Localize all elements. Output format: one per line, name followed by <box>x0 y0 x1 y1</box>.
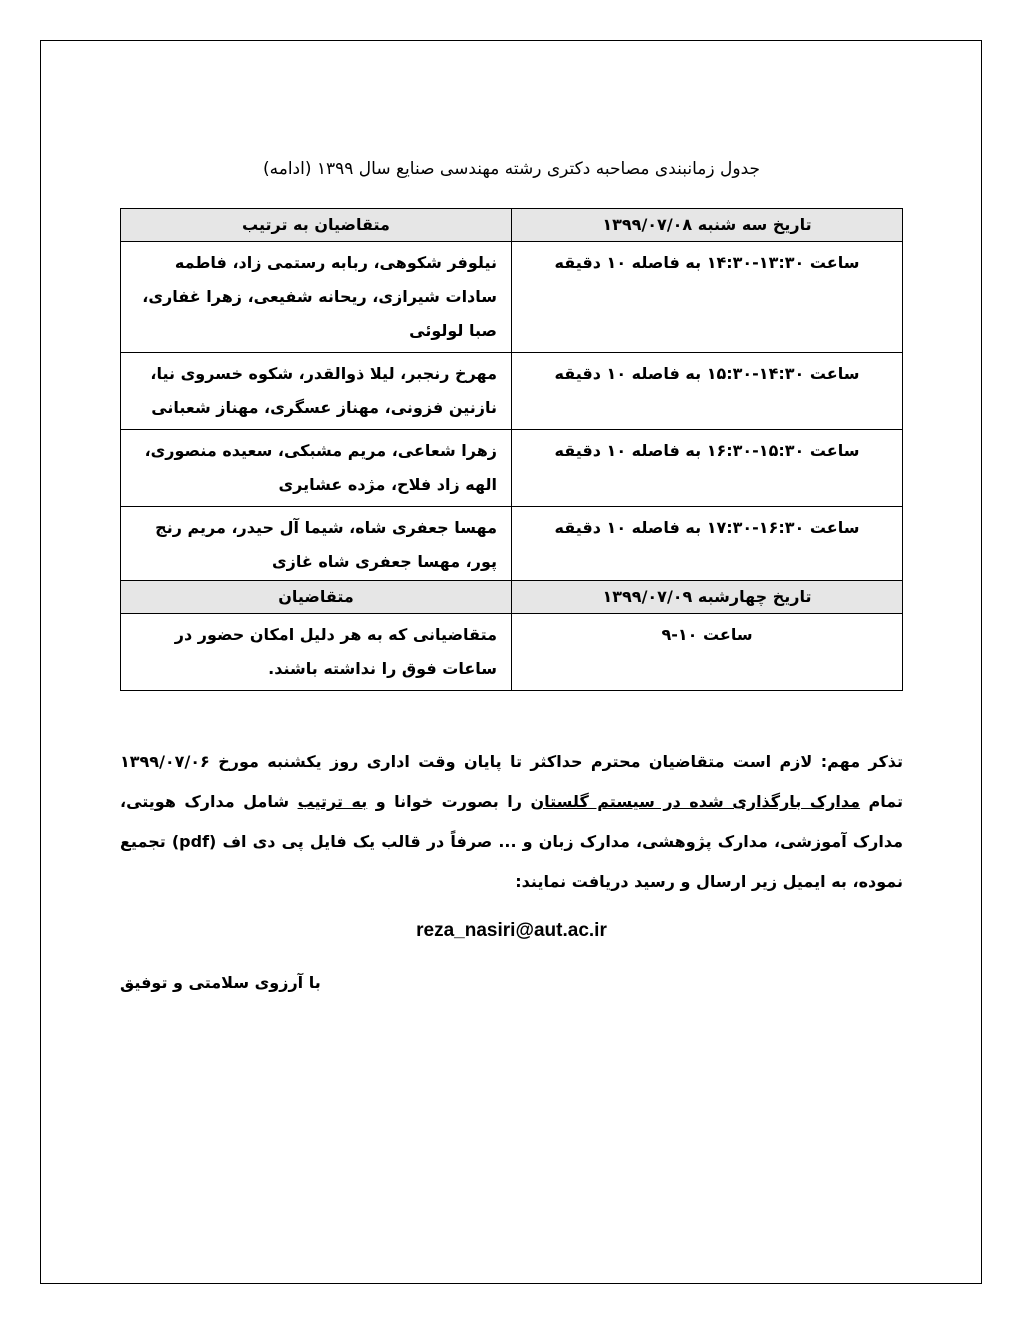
schedule-table-wednesday <box>120 580 903 691</box>
notice-text-3: شامل مدارک هویتی، مدارک آموزشی، مدارک پژوهشی، مدارک زبان و ... صرفاً در قالب یک فایل پی دی اف (pdf) تجمیع نموده، به ایمیل زیر ارسال و رسید دریافت نمایند: <box>120 792 904 891</box>
candidate-names: نیلوفر شکوهی، ربابه رستمی زاد، فاطمه سادات شیرازی، ریحانه شفیعی، زهرا غفاری، صبا لولوئی <box>121 242 512 353</box>
header-candidates: متقاضیان به ترتیب <box>121 209 512 242</box>
time-slot: ساعت ۱۴:۳۰-۱۵:۳۰ به فاصله ۱۰ دقیقه <box>512 353 903 430</box>
candidate-names: متقاضیانی که به هر دلیل امکان حضور در ساعات فوق را نداشته باشند. <box>121 614 512 691</box>
candidate-names: مهسا جعفری شاه، شیما آل حیدر، مریم رنج پور، مهسا جعفری شاه غازی <box>121 507 512 584</box>
table-header-row <box>121 209 903 242</box>
candidate-names: مهرخ رنجبر، لیلا ذوالقدر، شکوه خسروی نیا، نازنین فزونی، مهناز عسگری، مهناز شعبانی <box>121 353 512 430</box>
time-slot: ساعت ۱۳:۳۰-۱۴:۳۰ به فاصله ۱۰ دقیقه <box>512 242 903 353</box>
time-slot: ساعت ۱۵:۳۰-۱۶:۳۰ به فاصله ۱۰ دقیقه <box>512 430 903 507</box>
important-notice <box>120 742 903 902</box>
header-date: تاریخ چهارشبه ۱۳۹۹/۰۷/۰۹ <box>512 581 903 614</box>
table-row <box>121 242 903 353</box>
schedule-table-tuesday <box>120 208 903 584</box>
table-row <box>121 353 903 430</box>
header-candidates: متقاضیان <box>121 581 512 614</box>
table-header-row <box>121 581 903 614</box>
closing-remark: با آرزوی سلامتی و توفیق <box>120 973 321 992</box>
table-row <box>121 430 903 507</box>
notice-text-1: تذکر مهم: لازم است متقاضیان محترم حداکثر تا پایان وقت اداری روز یکشنبه مورخ ۱۳۹۹/۰۷/۰۶ تمام <box>120 752 904 811</box>
table-row <box>121 614 903 691</box>
notice-text-2: را بصورت خوانا و <box>367 792 531 811</box>
time-slot: ساعت ۱۶:۳۰-۱۷:۳۰ به فاصله ۱۰ دقیقه <box>512 507 903 584</box>
notice-underlined-1: مدارک بارگذاری شده در سیستم گلستان <box>530 792 861 811</box>
document-title: جدول زمانبندی مصاحبه دکتری رشته مهندسی صنایع سال ۱۳۹۹ (ادامه) <box>262 159 761 179</box>
notice-underlined-2: به ترتیب <box>297 792 368 811</box>
time-slot: ساعت ۱۰-۹ <box>512 614 903 691</box>
candidate-names: زهرا شعاعی، مریم مشبکی، سعیده منصوری، الهه زاد فلاح، مژده عشایری <box>121 430 512 507</box>
contact-email[interactable]: reza_nasiri@aut.ac.ir <box>416 920 607 941</box>
table-row <box>121 507 903 584</box>
header-date: تاریخ سه شنبه ۱۳۹۹/۰۷/۰۸ <box>512 209 903 242</box>
